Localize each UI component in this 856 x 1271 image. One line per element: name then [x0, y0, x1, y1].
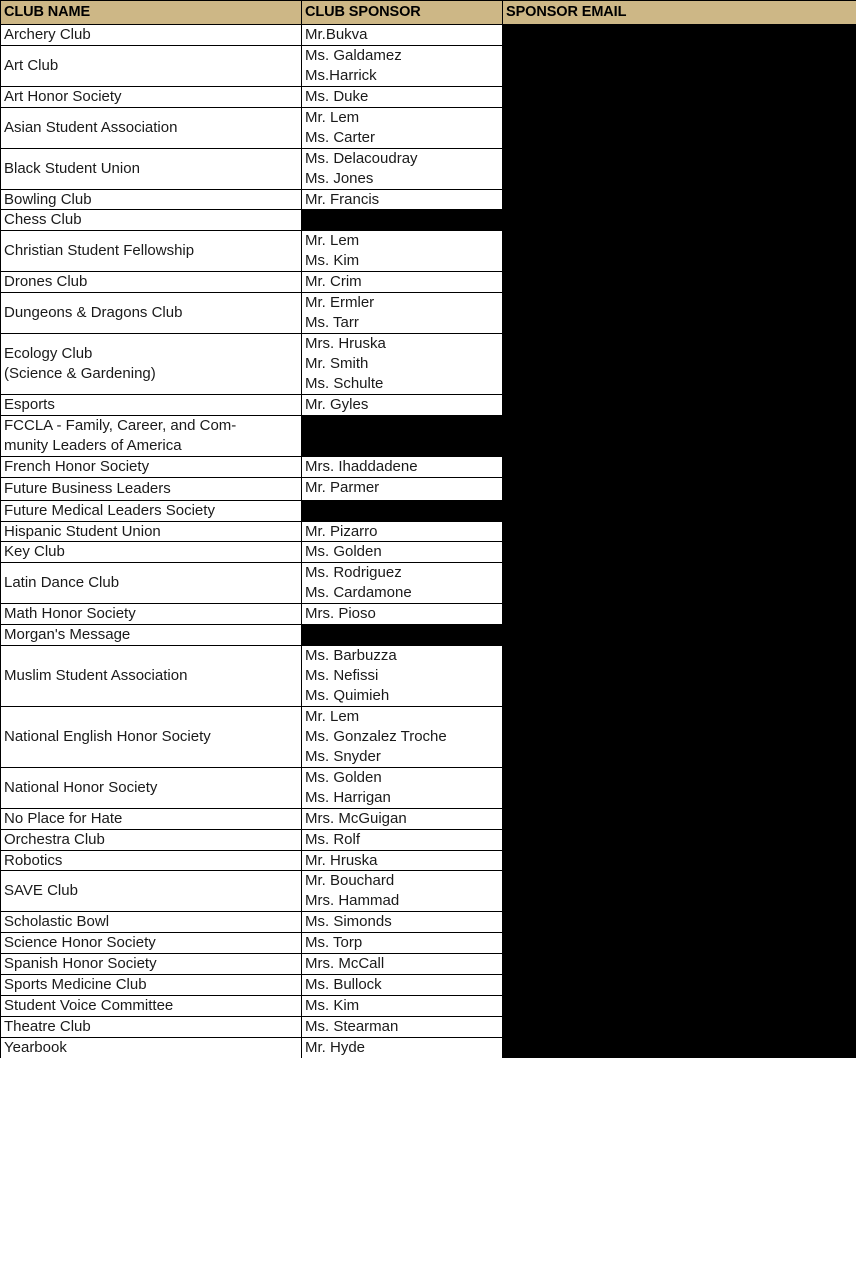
- cell-sponsor-email-redacted: [503, 148, 856, 189]
- table-row: [1, 563, 856, 604]
- cell-sponsor-email-redacted: [503, 706, 856, 767]
- table-row: [1, 25, 856, 46]
- cell-sponsor-email-redacted: [503, 45, 856, 86]
- cell-club-name: National Honor Society: [1, 767, 302, 808]
- table-row: [1, 107, 856, 148]
- cell-club-name: National English Honor Society: [1, 706, 302, 767]
- table-row: [1, 231, 856, 272]
- cell-sponsor-email-redacted: [503, 767, 856, 808]
- cell-club-sponsor: Mr. Bouchard Mrs. Hammad: [302, 871, 503, 912]
- cell-sponsor-email-redacted: [503, 850, 856, 871]
- cell-club-sponsor: Ms. Stearman: [302, 1017, 503, 1038]
- cell-club-name: Art Club: [1, 45, 302, 86]
- cell-club-sponsor: Mr. Crim: [302, 272, 503, 293]
- cell-club-sponsor: Ms. Rodriguez Ms. Cardamone: [302, 563, 503, 604]
- cell-club-sponsor: Ms. Galdamez Ms.Harrick: [302, 45, 503, 86]
- cell-club-name: Science Honor Society: [1, 933, 302, 954]
- table-row: [1, 829, 856, 850]
- cell-club-sponsor-redacted: [302, 625, 503, 646]
- cell-club-name: Black Student Union: [1, 148, 302, 189]
- cell-club-sponsor: Mrs. Ihaddadene: [302, 456, 503, 477]
- cell-club-name: No Place for Hate: [1, 808, 302, 829]
- cell-club-sponsor: Mr. Pizarro: [302, 521, 503, 542]
- table-row: [1, 850, 856, 871]
- table-row: [1, 933, 856, 954]
- cell-club-name: Muslim Student Association: [1, 646, 302, 707]
- cell-club-name: Future Business Leaders: [1, 477, 302, 500]
- cell-club-name: Math Honor Society: [1, 604, 302, 625]
- cell-sponsor-email-redacted: [503, 808, 856, 829]
- column-header-club-sponsor: CLUB SPONSOR: [302, 1, 503, 25]
- table-row: [1, 293, 856, 334]
- cell-sponsor-email-redacted: [503, 625, 856, 646]
- cell-club-sponsor: Mr. Lem Ms. Carter: [302, 107, 503, 148]
- table-row: [1, 415, 856, 456]
- table-row: [1, 45, 856, 86]
- cell-sponsor-email-redacted: [503, 477, 856, 500]
- table-row: [1, 334, 856, 395]
- table-row: [1, 272, 856, 293]
- table-row: [1, 912, 856, 933]
- cell-sponsor-email-redacted: [503, 604, 856, 625]
- cell-sponsor-email-redacted: [503, 1037, 856, 1057]
- table-row: [1, 1017, 856, 1038]
- cell-club-sponsor: Ms. Bullock: [302, 975, 503, 996]
- cell-sponsor-email-redacted: [503, 542, 856, 563]
- cell-club-name: Latin Dance Club: [1, 563, 302, 604]
- cell-club-name: Orchestra Club: [1, 829, 302, 850]
- cell-club-sponsor: Ms. Simonds: [302, 912, 503, 933]
- column-header-sponsor-email: SPONSOR EMAIL: [503, 1, 856, 25]
- cell-sponsor-email-redacted: [503, 996, 856, 1017]
- table-header-row: [1, 1, 856, 25]
- cell-sponsor-email-redacted: [503, 912, 856, 933]
- cell-sponsor-email-redacted: [503, 975, 856, 996]
- table-row: [1, 189, 856, 210]
- cell-club-name: Theatre Club: [1, 1017, 302, 1038]
- table-row: [1, 767, 856, 808]
- table-row: [1, 808, 856, 829]
- cell-sponsor-email-redacted: [503, 933, 856, 954]
- cell-club-name: Key Club: [1, 542, 302, 563]
- table-row: [1, 871, 856, 912]
- cell-club-name: Student Voice Committee: [1, 996, 302, 1017]
- table-row: [1, 706, 856, 767]
- table-row: [1, 86, 856, 107]
- cell-club-sponsor: Mrs. Hruska Mr. Smith Ms. Schulte: [302, 334, 503, 395]
- cell-club-sponsor: Ms. Rolf: [302, 829, 503, 850]
- cell-club-name: Future Medical Leaders Society: [1, 500, 302, 521]
- cell-club-sponsor: Ms. Duke: [302, 86, 503, 107]
- cell-sponsor-email-redacted: [503, 272, 856, 293]
- cell-club-sponsor: Mrs. Pioso: [302, 604, 503, 625]
- cell-club-sponsor: Mr. Lem Ms. Kim: [302, 231, 503, 272]
- cell-club-sponsor: Ms. Golden: [302, 542, 503, 563]
- cell-club-name: Bowling Club: [1, 189, 302, 210]
- cell-club-sponsor: Ms. Kim: [302, 996, 503, 1017]
- column-header-club-name: CLUB NAME: [1, 1, 302, 25]
- cell-club-name: Drones Club: [1, 272, 302, 293]
- table-row: [1, 996, 856, 1017]
- table-row: [1, 954, 856, 975]
- table-row: [1, 394, 856, 415]
- table-row: [1, 975, 856, 996]
- cell-sponsor-email-redacted: [503, 646, 856, 707]
- cell-sponsor-email-redacted: [503, 293, 856, 334]
- cell-club-name: Sports Medicine Club: [1, 975, 302, 996]
- cell-club-name: French Honor Society: [1, 456, 302, 477]
- cell-club-name: Art Honor Society: [1, 86, 302, 107]
- cell-sponsor-email-redacted: [503, 563, 856, 604]
- table-row: [1, 521, 856, 542]
- cell-club-name: Morgan's Message: [1, 625, 302, 646]
- cell-sponsor-email-redacted: [503, 189, 856, 210]
- cell-club-sponsor: Mrs. McGuigan: [302, 808, 503, 829]
- table-row: [1, 148, 856, 189]
- cell-club-sponsor: Mr. Lem Ms. Gonzalez Troche Ms. Snyder: [302, 706, 503, 767]
- cell-club-sponsor-redacted: [302, 500, 503, 521]
- cell-sponsor-email-redacted: [503, 231, 856, 272]
- cell-sponsor-email-redacted: [503, 954, 856, 975]
- cell-club-sponsor: Ms. Golden Ms. Harrigan: [302, 767, 503, 808]
- cell-club-name: Dungeons & Dragons Club: [1, 293, 302, 334]
- cell-sponsor-email-redacted: [503, 521, 856, 542]
- table-header: [1, 1, 856, 25]
- cell-club-name: Ecology Club (Science & Gardening): [1, 334, 302, 395]
- cell-club-sponsor: Mr.Bukva: [302, 25, 503, 46]
- cell-club-sponsor: Mr. Parmer: [302, 477, 503, 500]
- cell-sponsor-email-redacted: [503, 394, 856, 415]
- cell-club-sponsor: Mr. Hyde: [302, 1037, 503, 1057]
- cell-sponsor-email-redacted: [503, 871, 856, 912]
- cell-club-name: Scholastic Bowl: [1, 912, 302, 933]
- cell-club-sponsor-redacted: [302, 210, 503, 231]
- cell-sponsor-email-redacted: [503, 829, 856, 850]
- cell-club-sponsor: Mr. Hruska: [302, 850, 503, 871]
- cell-club-sponsor: Ms. Delacoudray Ms. Jones: [302, 148, 503, 189]
- table-row: [1, 210, 856, 231]
- cell-club-name: Spanish Honor Society: [1, 954, 302, 975]
- cell-club-name: Christian Student Fellowship: [1, 231, 302, 272]
- cell-club-name: Chess Club: [1, 210, 302, 231]
- table-row: [1, 542, 856, 563]
- cell-club-sponsor: Mrs. McCall: [302, 954, 503, 975]
- table-row: [1, 625, 856, 646]
- cell-sponsor-email-redacted: [503, 415, 856, 456]
- cell-club-sponsor: Ms. Barbuzza Ms. Nefissi Ms. Quimieh: [302, 646, 503, 707]
- cell-club-name: FCCLA - Family, Career, and Com- munity Leaders of America: [1, 415, 302, 456]
- cell-sponsor-email-redacted: [503, 86, 856, 107]
- cell-club-sponsor: Mr. Gyles: [302, 394, 503, 415]
- cell-sponsor-email-redacted: [503, 107, 856, 148]
- cell-sponsor-email-redacted: [503, 210, 856, 231]
- table-row: [1, 500, 856, 521]
- cell-club-name: Robotics: [1, 850, 302, 871]
- cell-sponsor-email-redacted: [503, 456, 856, 477]
- cell-club-name: Yearbook: [1, 1037, 302, 1057]
- cell-club-name: SAVE Club: [1, 871, 302, 912]
- cell-club-sponsor-redacted: [302, 415, 503, 456]
- cell-club-name: Asian Student Association: [1, 107, 302, 148]
- cell-club-name: Archery Club: [1, 25, 302, 46]
- cell-club-name: Hispanic Student Union: [1, 521, 302, 542]
- table-row: [1, 477, 856, 500]
- cell-sponsor-email-redacted: [503, 25, 856, 46]
- cell-club-sponsor: Mr. Ermler Ms. Tarr: [302, 293, 503, 334]
- cell-club-name: Esports: [1, 394, 302, 415]
- table-body: [1, 25, 856, 1058]
- cell-club-sponsor: Mr. Francis: [302, 189, 503, 210]
- cell-sponsor-email-redacted: [503, 500, 856, 521]
- table-row: [1, 456, 856, 477]
- table-row: [1, 604, 856, 625]
- cell-sponsor-email-redacted: [503, 334, 856, 395]
- cell-club-sponsor: Ms. Torp: [302, 933, 503, 954]
- table-row: [1, 1037, 856, 1057]
- table-row: [1, 646, 856, 707]
- cell-sponsor-email-redacted: [503, 1017, 856, 1038]
